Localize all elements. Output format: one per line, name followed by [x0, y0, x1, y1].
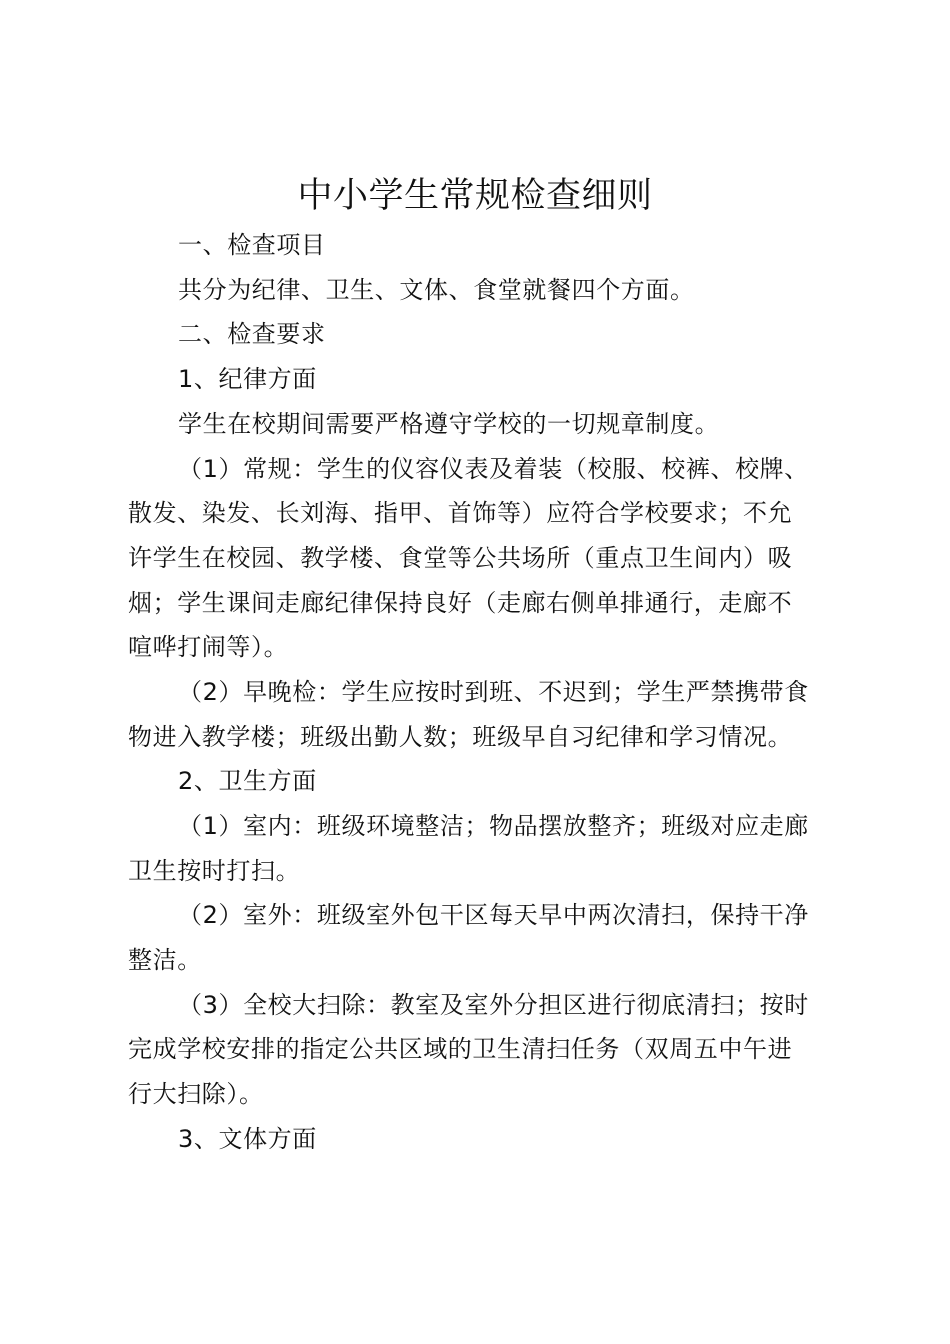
- paragraph-routine-line-5: 喧哗打闹等）。: [128, 633, 289, 661]
- paragraph-cleaning-line-2: 完成学校安排的指定公共区域的卫生清扫任务（双周五中午进: [128, 1035, 793, 1063]
- heading-inspection-items: 一、检查项目: [178, 231, 326, 259]
- subheading-hygiene: 2、卫生方面: [178, 767, 317, 795]
- heading-inspection-requirements: 二、检查要求: [178, 320, 326, 348]
- paragraph-checkin-line-2: 物进入教学楼；班级出勤人数；班级早自习纪律和学习情况。: [128, 723, 793, 751]
- paragraph-routine-line-2: 散发、染发、长刘海、指甲、首饰等）应符合学校要求；不允: [128, 499, 793, 527]
- paragraph-checkin-line-1: （2）早晚检：学生应按时到班、不迟到；学生严禁携带食: [178, 678, 809, 706]
- paragraph-discipline-intro: 学生在校期间需要严格遵守学校的一切规章制度。: [178, 410, 720, 438]
- paragraph-indoor-line-1: （1）室内：班级环境整洁；物品摆放整齐；班级对应走廊: [178, 812, 809, 840]
- paragraph-outdoor-line-1: （2）室外：班级室外包干区每天早中两次清扫，保持干净: [178, 901, 809, 929]
- paragraph-four-aspects: 共分为纪律、卫生、文体、食堂就餐四个方面。: [178, 276, 695, 304]
- paragraph-indoor-line-2: 卫生按时打扫。: [128, 857, 301, 885]
- paragraph-outdoor-line-2: 整洁。: [128, 946, 202, 974]
- paragraph-routine-line-1: （1）常规：学生的仪容仪表及着装（校服、校裤、校牌、: [178, 455, 809, 483]
- paragraph-routine-line-4: 烟；学生课间走廊纪律保持良好（走廊右侧单排通行，走廊不: [128, 589, 793, 617]
- paragraph-cleaning-line-3: 行大扫除）。: [128, 1080, 264, 1108]
- paragraph-routine-line-3: 许学生在校园、教学楼、食堂等公共场所（重点卫生间内）吸: [128, 544, 793, 572]
- document-title: 中小学生常规检查细则: [297, 176, 653, 216]
- subheading-discipline: 1、纪律方面: [178, 365, 317, 393]
- paragraph-cleaning-line-1: （3）全校大扫除：教室及室外分担区进行彻底清扫；按时: [178, 991, 809, 1019]
- subheading-culture-sports: 3、文体方面: [178, 1125, 317, 1153]
